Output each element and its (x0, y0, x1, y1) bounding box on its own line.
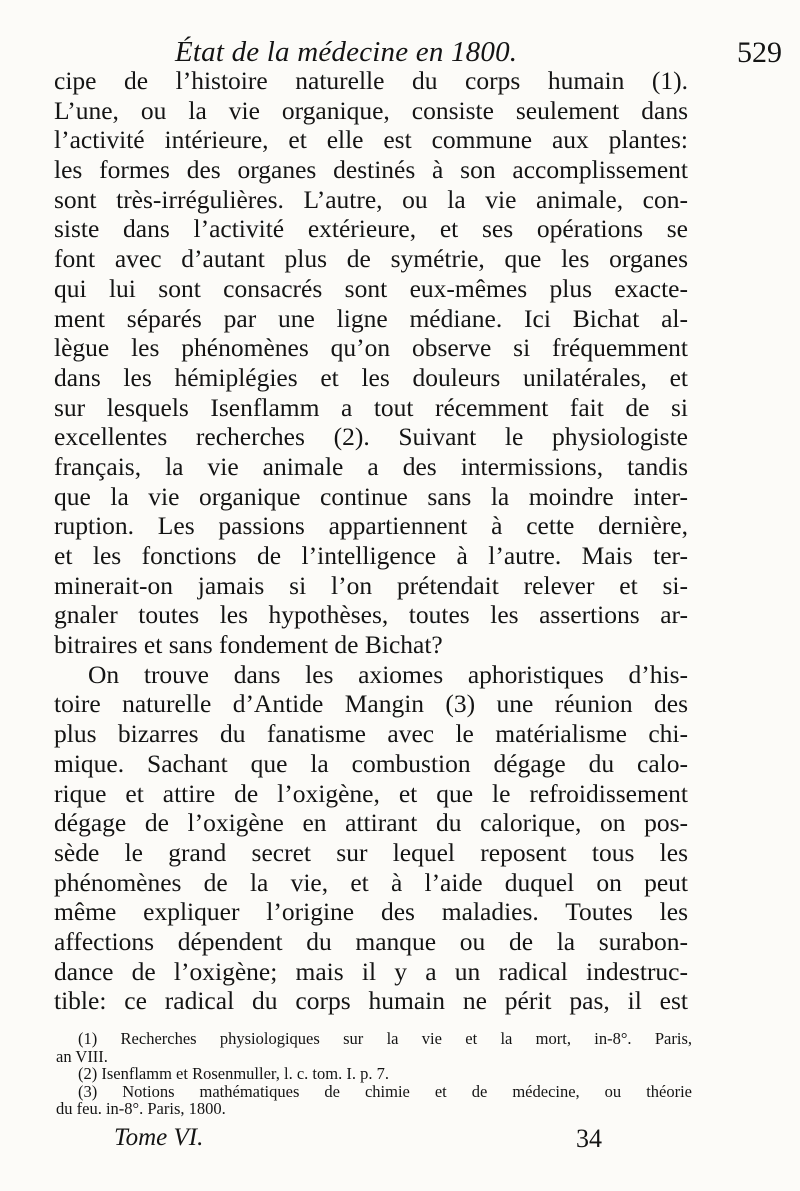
text-line: sont très-irrégulières. L’autre, ou la vie animale, con- (54, 184, 688, 214)
text-line: et les fonctions de l’intelligence à l’autre. Mais ter- (54, 541, 688, 570)
text-line: mique. Sachant que la combustion dégage du calo- (54, 748, 688, 778)
text-line: rique et attire de l’oxigène, et que le refroidissement (54, 778, 688, 808)
text-line: les formes des organes destinés à son accomplissement (54, 155, 688, 185)
text-line: font avec d’autant plus de symétrie, que les organes (54, 244, 688, 274)
text-line: L’une, ou la vie organique, consiste seulement dans (54, 95, 688, 125)
text-line: phénomènes de la vie, et à l’aide duquel on peut (54, 867, 688, 897)
text-line: dance de l’oxigène; mais il y a un radical indestruc- (54, 956, 688, 986)
running-title: État de la médecine en 1800. (175, 36, 518, 68)
text-line: tible: ce radical du corps humain ne périt pas, il est (54, 986, 688, 1016)
text-line: français, la vie animale a des intermissions, tandis (54, 451, 688, 481)
text-line: affections dépendent du manque ou de la surabon- (54, 926, 688, 956)
text-line: cipe de l’histoire naturelle du corps humain (1). (54, 66, 688, 95)
text-line: même expliquer l’origine des maladies. Toutes les (54, 897, 688, 927)
volume-signature: Tome VI. (114, 1124, 204, 1151)
text-line: ment séparés par une ligne médiane. Ici Bichat al- (54, 303, 688, 333)
footnote-line: (2) Isenflamm et Rosenmuller, l. c. tom. I. p. 7. (78, 1064, 389, 1084)
text-line: siste dans l’activité extérieure, et ses opérations se (54, 214, 688, 244)
footnote-line: an VIII. (56, 1046, 108, 1066)
text-line: l’activité intérieure, et elle est commune aux plantes: (54, 125, 688, 155)
text-line: que la vie organique continue sans la moindre inter- (54, 481, 688, 511)
text-line: sur lesquels Isenflamm a tout récemment fait de si (54, 392, 688, 422)
footnote-line: (1) Recherches physiologiques sur la vie et la mort, in-8°. Paris, (78, 1029, 692, 1048)
text-line: dans les hémiplégies et les douleurs unilatérales, et (54, 362, 688, 392)
text-line: lègue les phénomènes qu’on observe si fréquemment (54, 333, 688, 363)
text-line: gnaler toutes les hypothèses, toutes les assertions ar- (54, 600, 688, 630)
sheet-number: 34 (576, 1124, 602, 1153)
text-line: On trouve dans les axiomes aphoristiques d’his- (88, 659, 688, 689)
body-text (54, 66, 694, 1016)
text-line: qui lui sont consacrés sont eux-mêmes plus exacte- (54, 273, 688, 303)
page-number: 529 (737, 36, 782, 69)
text-line: plus bizarres du fanatisme avec le matérialisme chi- (54, 719, 688, 749)
text-line: toire naturelle d’Antide Mangin (3) une réunion des (54, 689, 688, 719)
page-footer (0, 1124, 800, 1160)
footnotes (56, 1030, 696, 1118)
footnote-line: du feu. in-8°. Paris, 1800. (56, 1099, 226, 1119)
footnote-line: (3) Notions mathématiques de chimie et de médecine, ou théorie (78, 1081, 692, 1101)
text-line: minerait-on jamais si l’on prétendait relever et si- (54, 570, 688, 600)
text-line: excellentes recherches (2). Suivant le physiologiste (54, 422, 688, 452)
text-line: bitraires et sans fondement de Bichat? (54, 630, 443, 660)
text-line: dégage de l’oxigène en attirant du calorique, on pos- (54, 808, 688, 838)
text-line: ruption. Les passions appartiennent à cette dernière, (54, 511, 688, 541)
text-line: sède le grand secret sur lequel reposent tous les (54, 837, 688, 867)
